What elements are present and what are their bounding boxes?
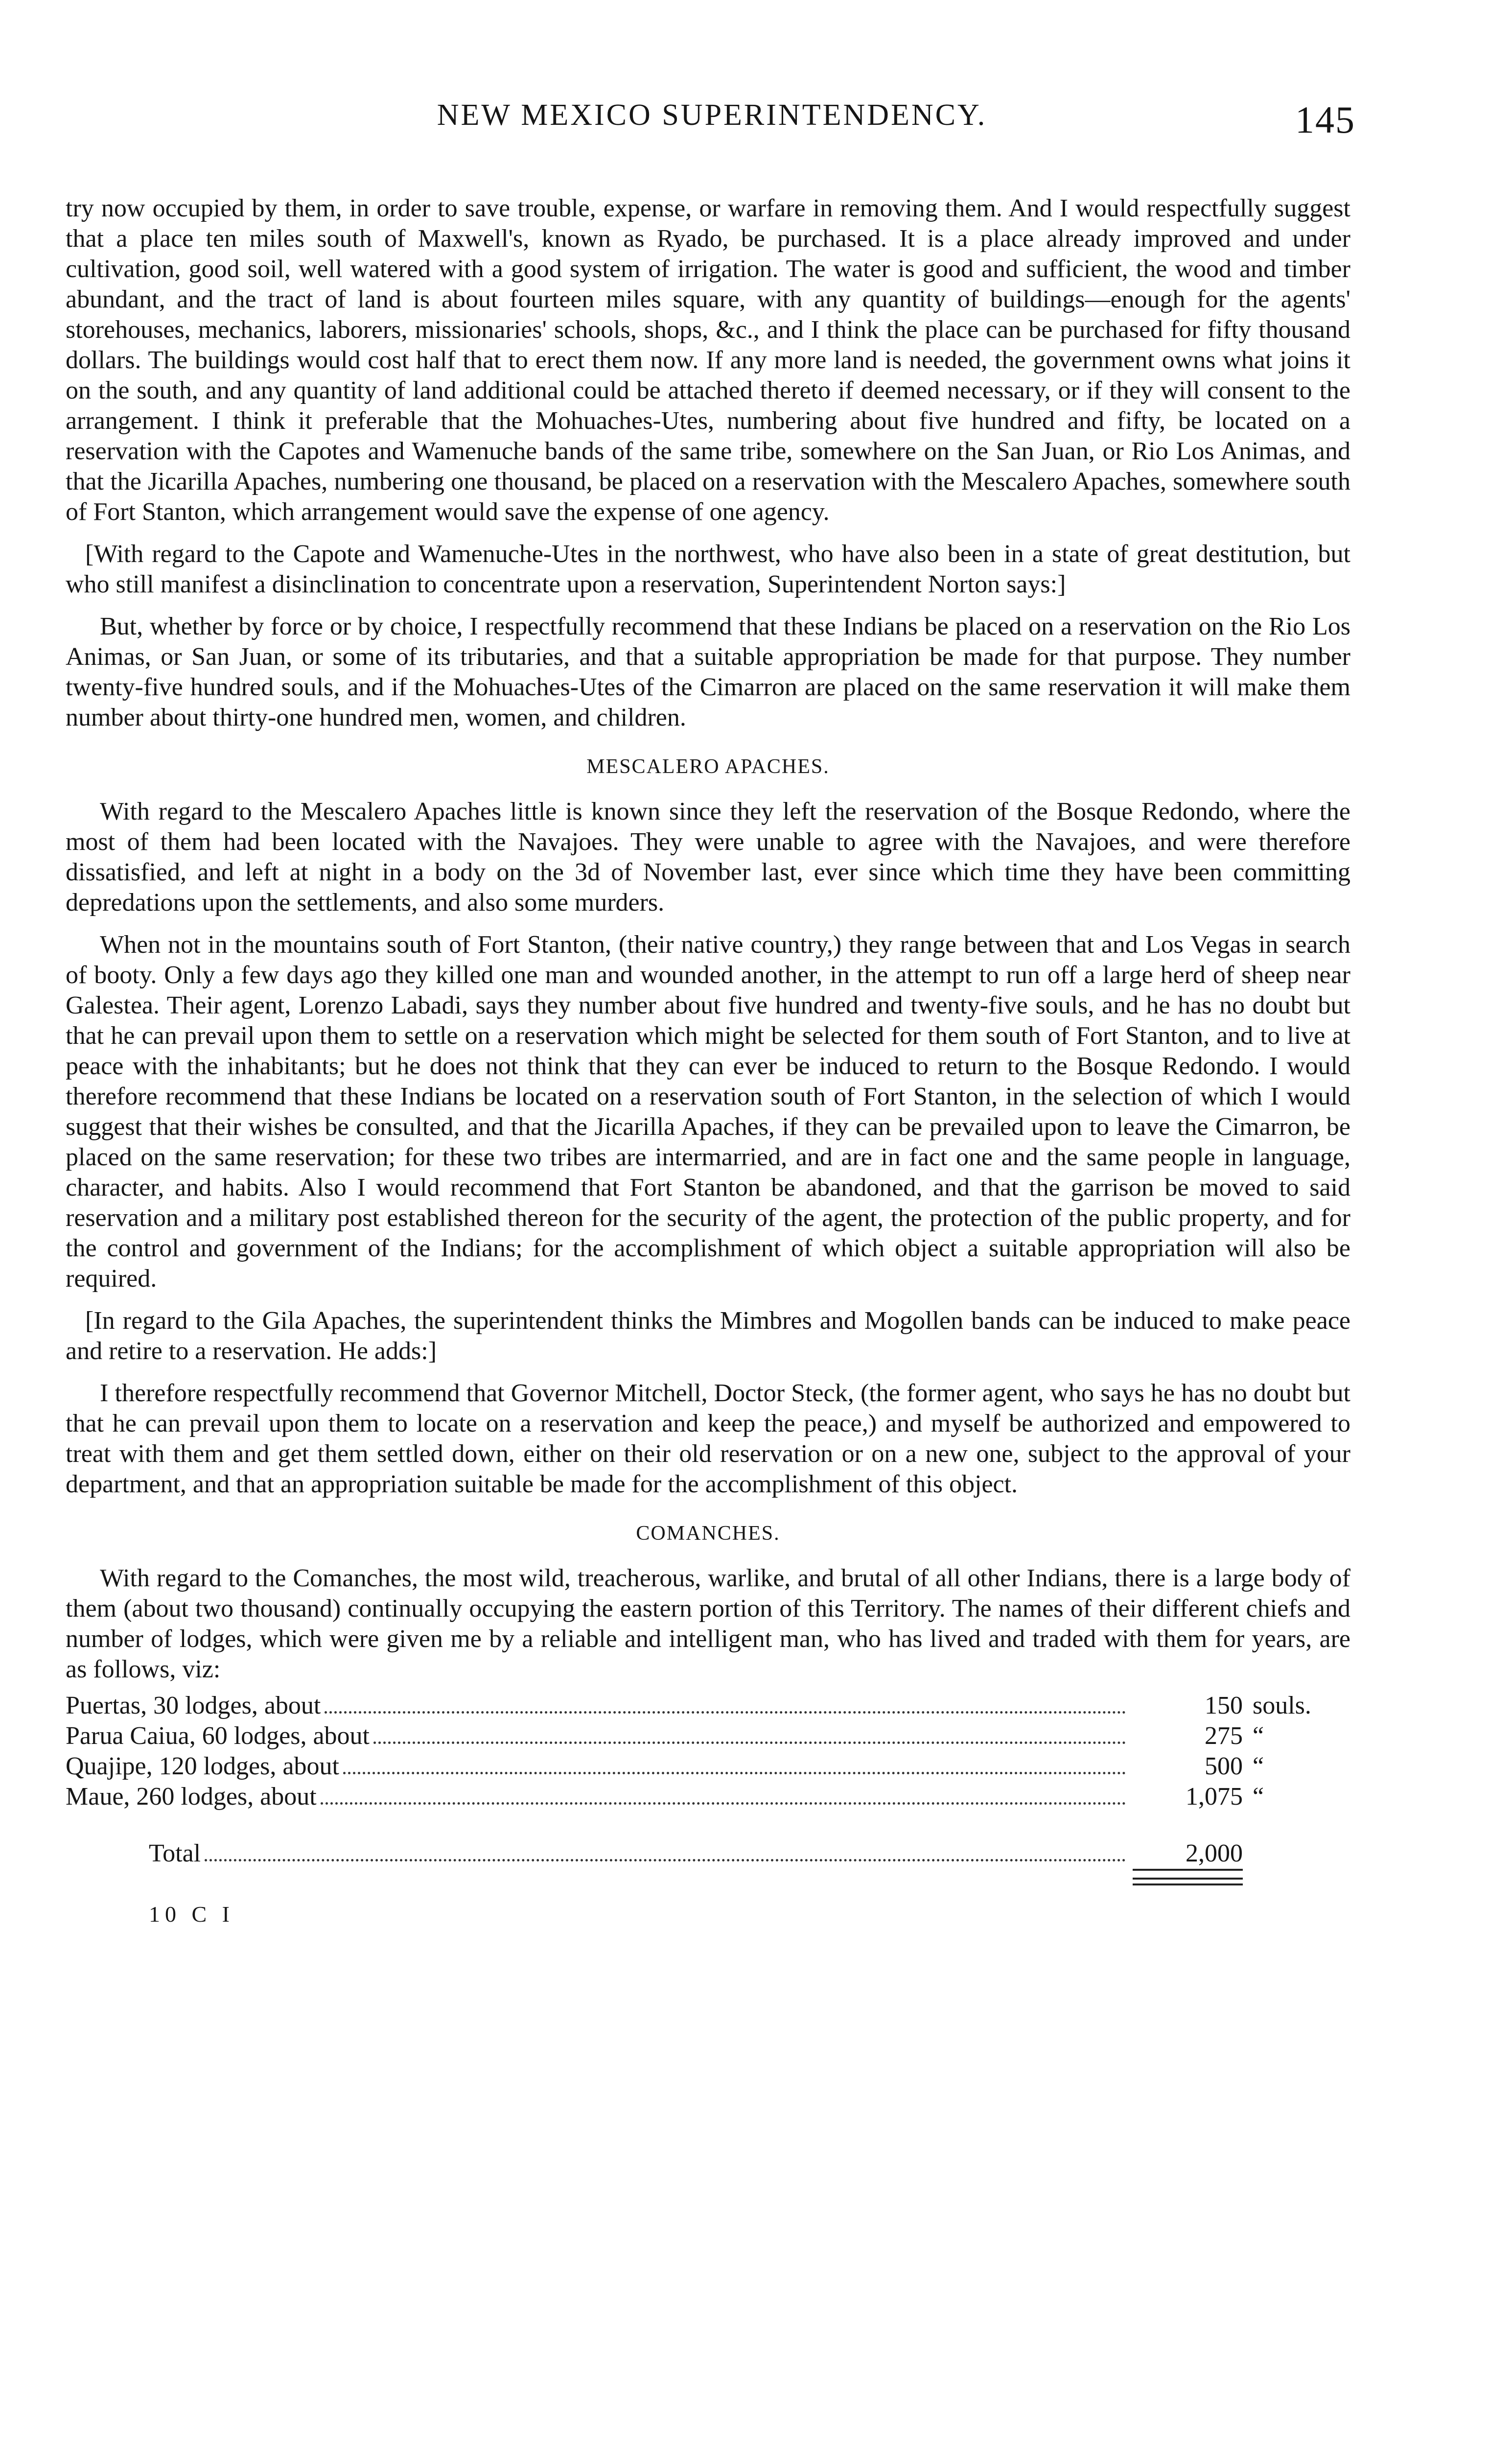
paragraph: With regard to the Mescalero Apaches little is known since they left the reservation of the Bosque Redondo, where the most of them had been located with the Navajoes. They were unable to agree with the Navajoes, and were therefore dissatisfied, and left at night in a body on the 3d of November last, ever since which time they have been committing depredations upon the settlements, and also some murders.: [66, 798, 1350, 917]
dot-leader: [205, 1859, 1126, 1861]
lodge-row: [66, 1782, 1350, 1812]
lodge-label: Parua Caiua, 60 lodges, about: [66, 1722, 370, 1750]
paragraph: But, whether by force or by choice, I respectfully recommend that these Indians be placed on a reservation on the Rio Los Animas, or San Juan, or some of its tributaries, and that a suitable appropriation be made for that purpose. They number twenty-five hundred souls, and if the Mohuaches-Utes of the Cimarron are placed on the same reservation it will make them number about thirty-one hundred men, women, and children.: [66, 612, 1350, 731]
total-label: Total: [149, 1839, 201, 1867]
editorial-note: [With regard to the Capote and Wamenuche-Utes in the northwest, who have also been in a state of great destitution, but who still manifest a disinclination to concentrate upon a reservation, Superintendent Norton says:]: [66, 540, 1350, 598]
total-double-rule: [1133, 1878, 1243, 1885]
paragraph: When not in the mountains south of Fort Stanton, (their native country,) they range between that and Los Vegas in search of booty. Only a few days ago they killed one man and wounded another, in the attempt to run off a large herd of sheep near Galestea. Their agent, Lorenzo Labadi, says they number about five hundred and twenty-five souls, and he has no doubt but that he can prevail upon them to settle on a reservation which might be selected for them south of Fort Stanton, and to live at peace with the inhabitants; but he does not think that they can ever be induced to return to the Bosque Redondo. I would therefore recommend that these Indians be located on a reservation south of Fort Stanton, in the selection of which I would suggest that their wishes be consulted, and that the Jicarilla Apaches, if they can be prevailed upon to leave the Cimarron, be placed on the same reservation; for these two tribes are intermarried, and are in fact one and the same people in language, character, and habits. Also I would recommend that Fort Stanton be abandoned, and that the garrison be moved to said reservation and a military post established thereon for the security of the agent, the protection of the public property, and for the control and government of the Indians; for the accomplishment of which object a suitable appropriation will also be required.: [66, 931, 1350, 1293]
lodge-row: [66, 1751, 1350, 1782]
section-heading-mescalero: MESCALERO APACHES.: [586, 755, 830, 778]
lodge-row: [66, 1691, 1350, 1721]
paragraph: With regard to the Comanches, the most wild, treacherous, warlike, and brutal of all other Indians, there is a large body of them (about two thousand) continually occupying the eastern portion of this Territory. The names of their different chiefs and number of lodges, which were given me by a reliable and intelligent man, who has lived and traded with them for years, are as follows, viz:: [66, 1564, 1350, 1683]
lodge-unit: “: [1253, 1752, 1264, 1780]
running-title: NEW MEXICO SUPERINTENDENCY.: [437, 98, 987, 132]
dot-leader: [373, 1742, 1126, 1744]
document-body: [66, 193, 1350, 1930]
section-heading-comanches: COMANCHES.: [636, 1522, 780, 1545]
dot-leader: [325, 1711, 1126, 1714]
total-row: [66, 1838, 1350, 1869]
lodge-souls: 150: [1205, 1692, 1243, 1719]
page-header: [69, 98, 1355, 147]
lodge-souls: 1,075: [1186, 1783, 1243, 1811]
paragraph: try now occupied by them, in order to save trouble, expense, or warfare in removing them. And I would respectfully suggest that a place ten miles south of Maxwell's, known as Ryado, be purchased. It is a place already improved and under cultivation, good soil, well watered with a good system of irrigation. The water is good and sufficient, the wood and timber abundant, and the tract of land is about fourteen miles square, with any quantity of buildings—enough for the agents' storehouses, mechanics, laborers, missionaries' schools, shops, &c., and I think the place can be purchased for fifty thousand dollars. The buildings would cost half that to erect them now. If any more land is needed, the government owns what joins it on the south, and any quantity of land additional could be attached thereto if deemed necessary, or if they will consent to the arrangement. I think it preferable that the Mohuaches-Utes, numbering about five hundred and fifty, be located on a reservation with the Capotes and Wamenuche bands of the same tribe, somewhere on the San Juan, or Rio Los Animas, and that the Jicarilla Apaches, numbering one thousand, be placed on a reservation with the Mescalero Apaches, somewhere south of Fort Stanton, which arrangement would save the expense of one agency.: [66, 194, 1350, 526]
lodge-unit: “: [1253, 1722, 1264, 1750]
lodge-label: Puertas, 30 lodges, about: [66, 1692, 321, 1719]
page-number: 145: [1295, 98, 1355, 141]
lodge-label: Maue, 260 lodges, about: [66, 1783, 317, 1811]
total-value: 2,000: [1133, 1838, 1243, 1871]
lodge-souls: 500: [1205, 1752, 1243, 1780]
lodge-unit: souls.: [1253, 1692, 1311, 1719]
paragraph: I therefore respectfully recommend that Governor Mitchell, Doctor Steck, (the former agent, who says he has no doubt but that he can prevail upon them to locate on a reservation and keep the peace,) and myself be authorized and empowered to treat with them and get them settled down, either on their old reservation or on a new one, subject to the approval of your department, and that an appropriation suitable be made for the accomplishment of this object.: [66, 1379, 1350, 1498]
signature-mark: 10 C I: [149, 1902, 234, 1927]
editorial-note: [In regard to the Gila Apaches, the superintendent thinks the Mimbres and Mogollen bands can be induced to make peace and retire to a reservation. He adds:]: [66, 1307, 1350, 1365]
lodge-table: [66, 1691, 1350, 1885]
lodge-unit: “: [1253, 1783, 1264, 1811]
lodge-souls: 275: [1205, 1722, 1243, 1750]
dot-leader: [343, 1772, 1126, 1774]
lodge-label: Quajipe, 120 lodges, about: [66, 1752, 339, 1780]
lodge-row: [66, 1721, 1350, 1751]
dot-leader: [321, 1802, 1126, 1805]
